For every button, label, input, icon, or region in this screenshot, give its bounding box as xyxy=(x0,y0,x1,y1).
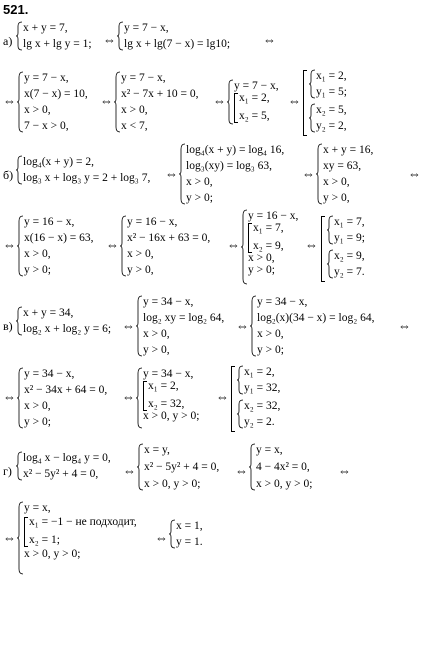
brace xyxy=(17,502,24,574)
equation: y = 16 − x, xyxy=(248,210,299,222)
brace xyxy=(17,368,24,428)
part-d-system-2 xyxy=(137,444,219,490)
inequality: y > 0, xyxy=(143,343,170,356)
inequality: x > 0, xyxy=(24,103,51,116)
inequality: y > 0, xyxy=(127,263,154,276)
brace xyxy=(250,296,257,356)
root: x₁ = 2, xyxy=(148,380,179,393)
equation: x(16 − x) = 63, xyxy=(24,231,94,244)
brace xyxy=(16,307,23,335)
square-bracket xyxy=(143,381,147,411)
square-bracket xyxy=(303,70,307,136)
equation: x² − 34x + 64 = 0, xyxy=(24,383,108,396)
solution-x: x₁ = 2, xyxy=(316,70,347,82)
inequality: y > 0; xyxy=(248,264,275,277)
equivalence-arrow: ⇔ xyxy=(236,318,249,333)
part-d-system-3 xyxy=(249,444,312,490)
part-a-system-5 xyxy=(227,80,279,124)
equivalence-arrow: ⇔ xyxy=(155,530,168,545)
brace xyxy=(309,70,316,98)
roots xyxy=(148,380,184,410)
equation: y = 7 − x, xyxy=(24,72,69,84)
part-b-system-5 xyxy=(120,216,210,276)
equivalence-arrow: ⇔ xyxy=(235,463,248,478)
part-c-system-4 xyxy=(17,368,107,428)
brace xyxy=(136,296,143,356)
solution-1 xyxy=(309,70,347,98)
root-rejected: x₁ = −1 − не подходит, xyxy=(29,516,137,529)
brace xyxy=(179,144,186,204)
inequality: y > 0; xyxy=(186,191,213,204)
root: x₁ = 2, xyxy=(239,92,270,105)
part-c-label: в) xyxy=(3,319,13,333)
equivalence-arrow: ⇔ xyxy=(3,93,16,108)
brace xyxy=(16,156,23,184)
system-lines xyxy=(256,444,312,490)
equivalence-arrow: ⇔ xyxy=(305,237,318,252)
system-lines xyxy=(121,72,199,132)
equation: log₂ xy = log₂ 64, xyxy=(143,311,225,324)
system-lines xyxy=(186,144,284,204)
part-a-label: а) xyxy=(3,34,13,48)
equation: x + y = 34, xyxy=(23,307,74,319)
inequality: x > 0, y > 0; xyxy=(143,410,200,423)
roots xyxy=(253,222,284,252)
system-lines xyxy=(334,250,365,278)
inequality: x > 0, y > 0; xyxy=(144,477,201,490)
solution-1 xyxy=(327,216,365,244)
system-lines xyxy=(334,216,365,244)
brace xyxy=(16,452,23,480)
equation: y = 16 − x, xyxy=(127,216,178,228)
inequality: x > 0, xyxy=(186,175,213,188)
solution-x: x₁ = 7, xyxy=(334,216,365,228)
equivalence-arrow: ⇔ xyxy=(288,93,301,108)
equivalence-arrow: ⇔ xyxy=(122,389,135,404)
equivalence-arrow: ⇔ xyxy=(216,389,229,404)
brace xyxy=(327,216,334,244)
brace xyxy=(249,444,256,490)
part-b-system-4 xyxy=(17,216,94,276)
inequality: y > 0; xyxy=(24,415,51,428)
solution-y: y = 1. xyxy=(176,535,203,548)
system-lines xyxy=(144,444,219,490)
solution-2 xyxy=(237,400,280,428)
part-b-solution-set xyxy=(321,216,381,280)
part-c-system-5 xyxy=(136,368,199,428)
inequality: x > 0, xyxy=(24,247,51,260)
equivalence-arrow: ⇔ xyxy=(338,463,351,478)
equation: log₂(x)(34 − x) = log₂ 64, xyxy=(257,311,375,324)
brace xyxy=(316,144,323,204)
equivalence-arrow: ⇔ xyxy=(398,318,411,333)
root: x₂ = 5, xyxy=(239,110,270,122)
equation: y = x, xyxy=(256,444,283,456)
system-lines xyxy=(248,210,298,284)
equation: y = x, xyxy=(24,502,51,514)
inequality: y > 0; xyxy=(257,343,284,356)
inequality: 7 − x > 0, xyxy=(24,119,69,132)
problem-number: 521. xyxy=(3,2,29,17)
equation: xy = 63, xyxy=(323,159,362,172)
equation: log₂ x + log₂ y = 6; xyxy=(23,322,112,335)
equivalence-arrow: ⇔ xyxy=(165,166,178,181)
roots xyxy=(29,516,137,546)
system-lines xyxy=(23,22,92,50)
system-lines xyxy=(23,156,150,184)
part-b-system-1 xyxy=(16,156,150,184)
solution-y: y₁ = 5; xyxy=(316,85,347,98)
solution-1 xyxy=(237,366,280,394)
square-bracket xyxy=(234,93,238,123)
solution-2 xyxy=(327,250,365,278)
equation: x² − 5y² + 4 = 0, xyxy=(144,460,220,473)
solution-y: y₂ = 2. xyxy=(244,415,275,428)
inequality: x > 0, y > 0; xyxy=(256,477,313,490)
equation: y = 34 − x, xyxy=(143,368,194,380)
solution-y: y₂ = 2, xyxy=(316,119,347,132)
part-b-system-2 xyxy=(179,144,284,204)
system-lines xyxy=(323,144,373,204)
equivalence-arrow: ⇔ xyxy=(123,463,136,478)
square-bracket xyxy=(321,216,325,282)
inequality: x < 7, xyxy=(121,119,148,132)
equation: log₄(x + y) = log₄ 16, xyxy=(186,144,285,156)
part-b-system-3 xyxy=(316,144,373,204)
equivalence-arrow: ⇔ xyxy=(213,93,226,108)
equivalence-arrow: ⇔ xyxy=(263,32,276,47)
equivalence-arrow: ⇔ xyxy=(3,530,16,545)
brace xyxy=(237,400,244,428)
brace xyxy=(17,216,24,276)
solution-y: y₂ = 7. xyxy=(334,265,365,278)
equation: x² − 7x + 10 = 0, xyxy=(121,87,199,100)
part-a-system-4 xyxy=(114,72,199,132)
solution-x: x = 1, xyxy=(176,520,203,532)
equation: lg x + lg y = 1; xyxy=(23,37,92,50)
solution-2 xyxy=(309,104,347,132)
root-set xyxy=(248,222,298,252)
equivalence-arrow: ⇔ xyxy=(103,32,116,47)
equation: y = 34 − x, xyxy=(143,296,194,308)
equation: log₃ x + log₃ y = 2 + log₃ 7, xyxy=(23,171,151,184)
part-d-label: г) xyxy=(3,464,12,478)
equation: y = 34 − x, xyxy=(257,296,308,308)
roots xyxy=(239,92,270,122)
equation: y = 7 − x, xyxy=(234,80,279,92)
system-lines xyxy=(23,452,111,480)
equation: y = 16 − x, xyxy=(24,216,75,228)
system-lines xyxy=(143,368,199,428)
root-set xyxy=(24,516,137,546)
inequality: x > 0, xyxy=(127,247,154,260)
part-c-system-1 xyxy=(16,307,111,335)
equation: x + y = 7, xyxy=(23,22,68,34)
part-b-system-6 xyxy=(241,210,298,284)
root: x₁ = 7, xyxy=(253,222,284,235)
brace xyxy=(237,366,244,394)
system-lines xyxy=(24,502,137,574)
equivalence-arrow: ⇔ xyxy=(122,318,135,333)
brace xyxy=(227,80,234,124)
part-c-system-3 xyxy=(250,296,374,356)
inequality: y > 0; xyxy=(24,263,51,276)
brace xyxy=(17,72,24,132)
inequality: y > 0, xyxy=(323,191,350,204)
brace xyxy=(241,210,248,284)
system-lines xyxy=(316,70,347,98)
solution-y: y₁ = 32, xyxy=(244,381,281,394)
system-lines xyxy=(24,368,107,428)
brace xyxy=(114,72,121,132)
brace xyxy=(16,22,23,50)
square-bracket xyxy=(248,223,252,253)
square-bracket xyxy=(24,517,28,547)
inequality: x > 0, xyxy=(143,327,170,340)
equation: log₃(xy) = log₃ 63, xyxy=(186,159,273,172)
solution-x: x₁ = 2, xyxy=(244,366,275,378)
system-lines xyxy=(244,400,280,428)
part-d-system-1 xyxy=(16,452,111,480)
system-lines xyxy=(23,307,111,335)
solution-x: x₂ = 5, xyxy=(316,104,347,116)
system-lines xyxy=(176,520,203,548)
brace xyxy=(309,104,316,132)
equation: x² − 16x + 63 = 0, xyxy=(127,231,211,244)
equivalence-arrow: ⇔ xyxy=(302,166,315,181)
brace xyxy=(169,520,176,548)
inequality: x > 0, y > 0; xyxy=(24,548,81,561)
equivalence-arrow: ⇔ xyxy=(227,237,240,252)
brace xyxy=(117,22,124,50)
brace xyxy=(120,216,127,276)
solution-y: y₁ = 9; xyxy=(334,231,365,244)
solution-x: x₂ = 9, xyxy=(334,250,365,262)
square-bracket xyxy=(231,366,235,432)
brace xyxy=(327,250,334,278)
root: x₂ = 32, xyxy=(148,398,185,410)
equation: log₄ x − log₄ y = 0, xyxy=(23,452,111,464)
root-set xyxy=(143,380,199,410)
equation: x + y = 16, xyxy=(323,144,374,156)
system-lines xyxy=(24,216,94,276)
part-c-solution-set xyxy=(231,366,291,430)
equation: y = 7 − x, xyxy=(121,72,166,84)
part-b-label: б) xyxy=(3,168,14,182)
system-lines xyxy=(316,104,347,132)
system-lines xyxy=(257,296,374,356)
root: x₂ = 1; xyxy=(29,534,60,546)
part-d-system-4 xyxy=(17,502,137,574)
equation: log₄(x + y) = 2, xyxy=(23,156,94,168)
root: x₂ = 9, xyxy=(253,240,284,252)
part-a-system-1 xyxy=(16,22,92,50)
equation: x(7 − x) = 10, xyxy=(24,87,88,100)
root-set xyxy=(234,92,279,122)
equivalence-arrow: ⇔ xyxy=(408,166,421,181)
brace xyxy=(136,368,143,428)
equation: x = y, xyxy=(144,444,170,456)
system-lines xyxy=(234,80,279,124)
part-a-system-2 xyxy=(117,22,230,50)
equivalence-arrow: ⇔ xyxy=(3,389,16,404)
equivalence-arrow: ⇔ xyxy=(100,93,113,108)
system-lines xyxy=(24,72,88,132)
equation: x² − 5y² + 4 = 0, xyxy=(23,467,99,480)
system-lines xyxy=(127,216,210,276)
inequality: x > 0, xyxy=(24,399,51,412)
equivalence-arrow: ⇔ xyxy=(3,237,16,252)
part-a-system-3 xyxy=(17,72,88,132)
part-c-system-2 xyxy=(136,296,224,356)
equation: lg x + lg(7 − x) = lg10; xyxy=(124,37,231,50)
brace xyxy=(137,444,144,490)
system-lines xyxy=(244,366,280,394)
inequality: x > 0, xyxy=(257,327,284,340)
equation: y = 7 − x, xyxy=(124,22,169,34)
system-lines xyxy=(124,22,230,50)
equation: 4 − 4x² = 0, xyxy=(256,460,310,473)
equivalence-arrow: ⇔ xyxy=(106,237,119,252)
equation: y = 34 − x, xyxy=(24,368,75,380)
inequality: x > 0, xyxy=(121,103,148,116)
solution-x: x₂ = 32, xyxy=(244,400,281,412)
inequality: x > 0, xyxy=(248,252,275,265)
inequality: x > 0, xyxy=(323,175,350,188)
part-d-system-5 xyxy=(169,520,203,548)
system-lines xyxy=(143,296,224,356)
part-a-solution-set xyxy=(303,70,363,134)
